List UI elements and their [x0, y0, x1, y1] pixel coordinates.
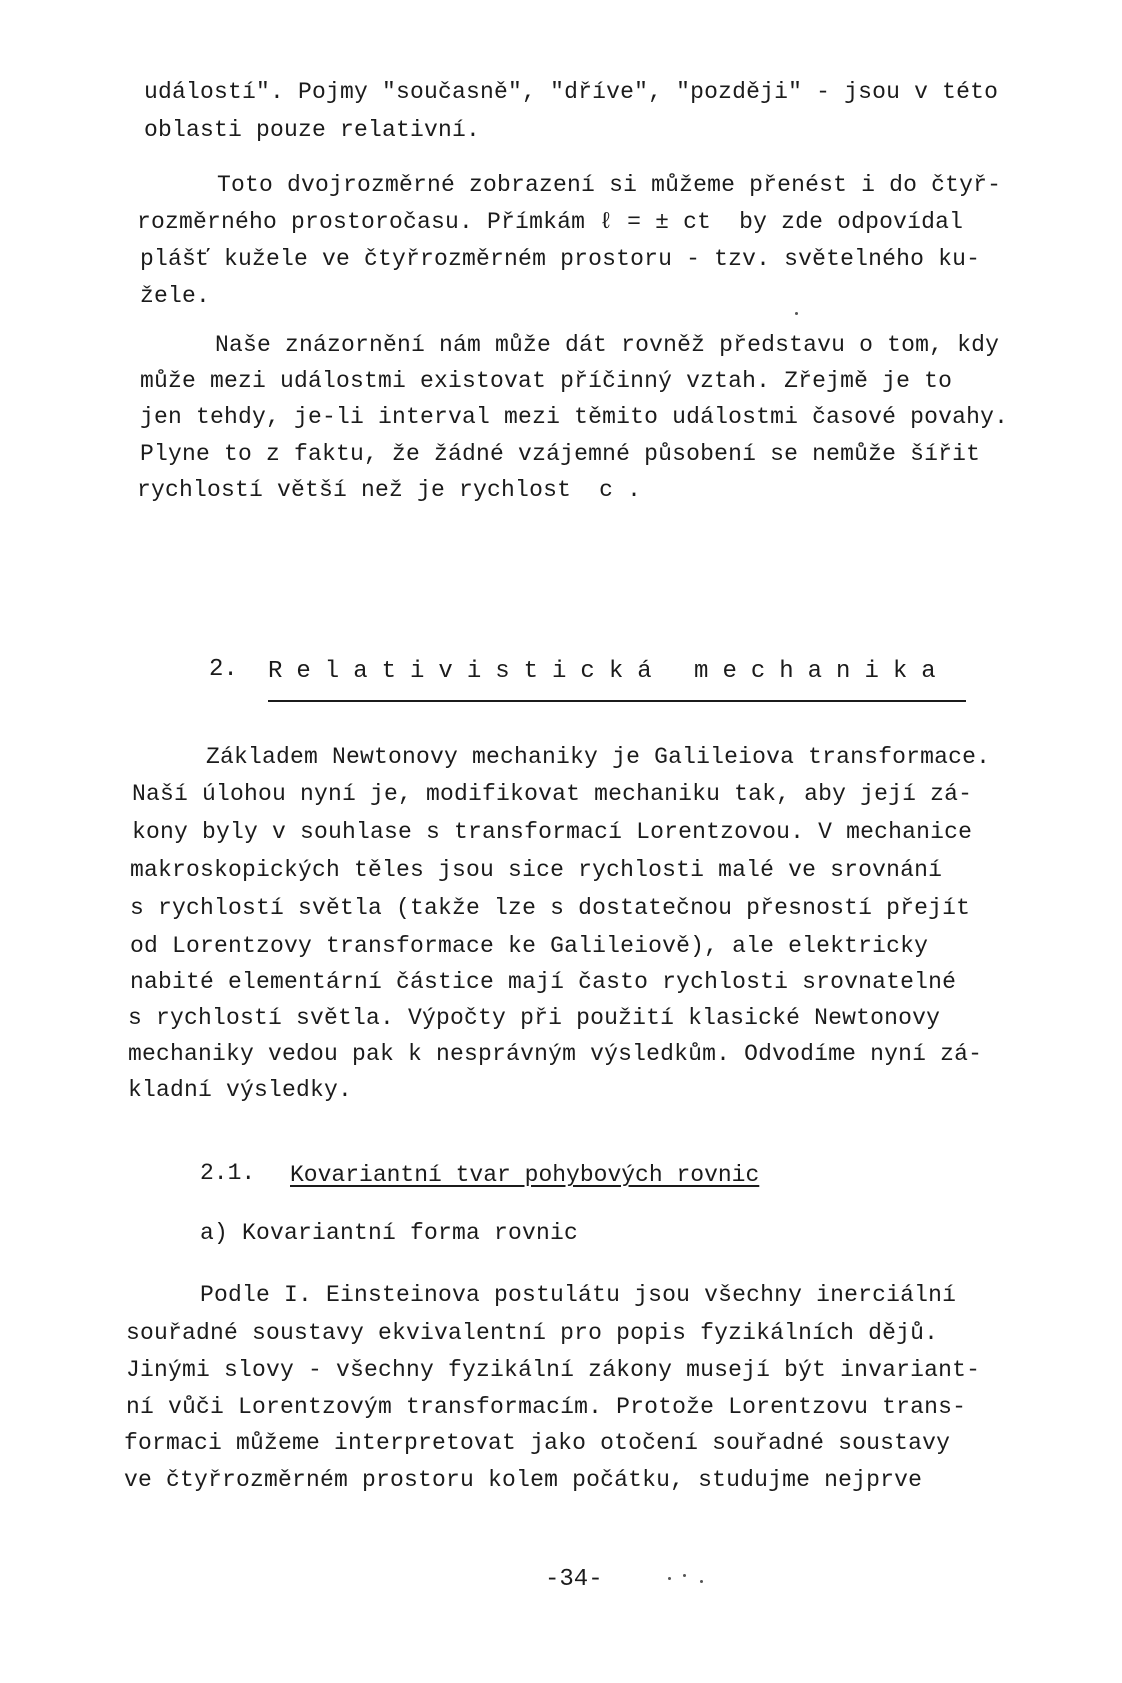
text-line: jen tehdy, je-li interval mezi těmito událostmi časové povahy. — [140, 404, 1009, 430]
text-line: Naše znázornění nám může dát rovněž představu o tom, kdy — [215, 332, 1000, 358]
text-line: Toto dvojrozměrné zobrazení si můžeme přenést i do čtyř- — [217, 172, 1002, 198]
scan-speck — [668, 1577, 671, 1580]
page-number: -34- — [545, 1566, 603, 1593]
text-line: Základem Newtonovy mechaniky je Galileiova transformace. — [206, 744, 991, 770]
text-line: událostí". Pojmy "současně", "dříve", "později" - jsou v této — [144, 79, 999, 105]
text-line: mechaniky vedou pak k nesprávným výsledkům. Odvodíme nyní zá- — [128, 1041, 983, 1067]
text-line: Jinými slovy - všechny fyzikální zákony musejí být invariant- — [126, 1357, 981, 1383]
text-line: žele. — [140, 283, 211, 309]
text-line: oblasti pouze relativní. — [144, 117, 481, 143]
text-line: makroskopických těles jsou sice rychlosti malé ve srovnání — [130, 857, 943, 883]
section-title: Relativistická mechanika — [268, 658, 950, 685]
scan-speck — [700, 1580, 703, 1583]
text-line: od Lorentzovy transformace ke Galileiově), ale elektricky — [130, 933, 929, 959]
text-line: Plyne to z faktu, že žádné vzájemné působení se nemůže šířit — [140, 441, 981, 467]
text-line: nabité elementární částice mají často rychlosti srovnatelné — [130, 969, 957, 995]
subsection-title: Kovariantní tvar pohybových rovnic — [290, 1162, 760, 1188]
text-line: kony byly v souhlase s transformací Lorentzovou. V mechanice — [132, 819, 973, 845]
text-line: může mezi událostmi existovat příčinný vztah. Zřejmě je to — [140, 368, 953, 394]
text-line: rychlostí větší než je rychlost c . — [137, 477, 642, 503]
section-underline — [268, 700, 966, 702]
text-line: kladní výsledky. — [128, 1077, 353, 1103]
section-number: 2. — [209, 656, 238, 683]
subsection-number: 2.1. — [200, 1160, 256, 1186]
text-line: plášť kužele ve čtyřrozměrném prostoru - tzv. světelného ku- — [140, 246, 981, 272]
text-line: ní vůči Lorentzovým transformacím. Protože Lorentzovu trans- — [126, 1394, 967, 1420]
text-line: Naší úlohou nyní je, modifikovat mechaniku tak, aby její zá- — [132, 781, 973, 807]
text-line: rozměrného prostoročasu. Přímkám ℓ = ± ct by zde odpovídal — [137, 209, 964, 235]
text-line: s rychlostí světla (takže lze s dostatečnou přesností přejít — [130, 895, 971, 921]
text-line: souřadné soustavy ekvivalentní pro popis fyzikálních dějů. — [126, 1320, 939, 1346]
scan-speck — [795, 312, 798, 315]
text-line: s rychlostí světla. Výpočty při použití klasické Newtonovy — [128, 1005, 941, 1031]
text-line: ve čtyřrozměrném prostoru kolem počátku, studujme nejprve — [124, 1467, 923, 1493]
scan-speck — [683, 1574, 686, 1577]
text-line: formaci můžeme interpretovat jako otočení souřadné soustavy — [124, 1430, 951, 1456]
text-line: Podle I. Einsteinova postulátu jsou všechny inerciální — [200, 1282, 957, 1308]
subsubsection-title: a) Kovariantní forma rovnic — [200, 1220, 579, 1246]
